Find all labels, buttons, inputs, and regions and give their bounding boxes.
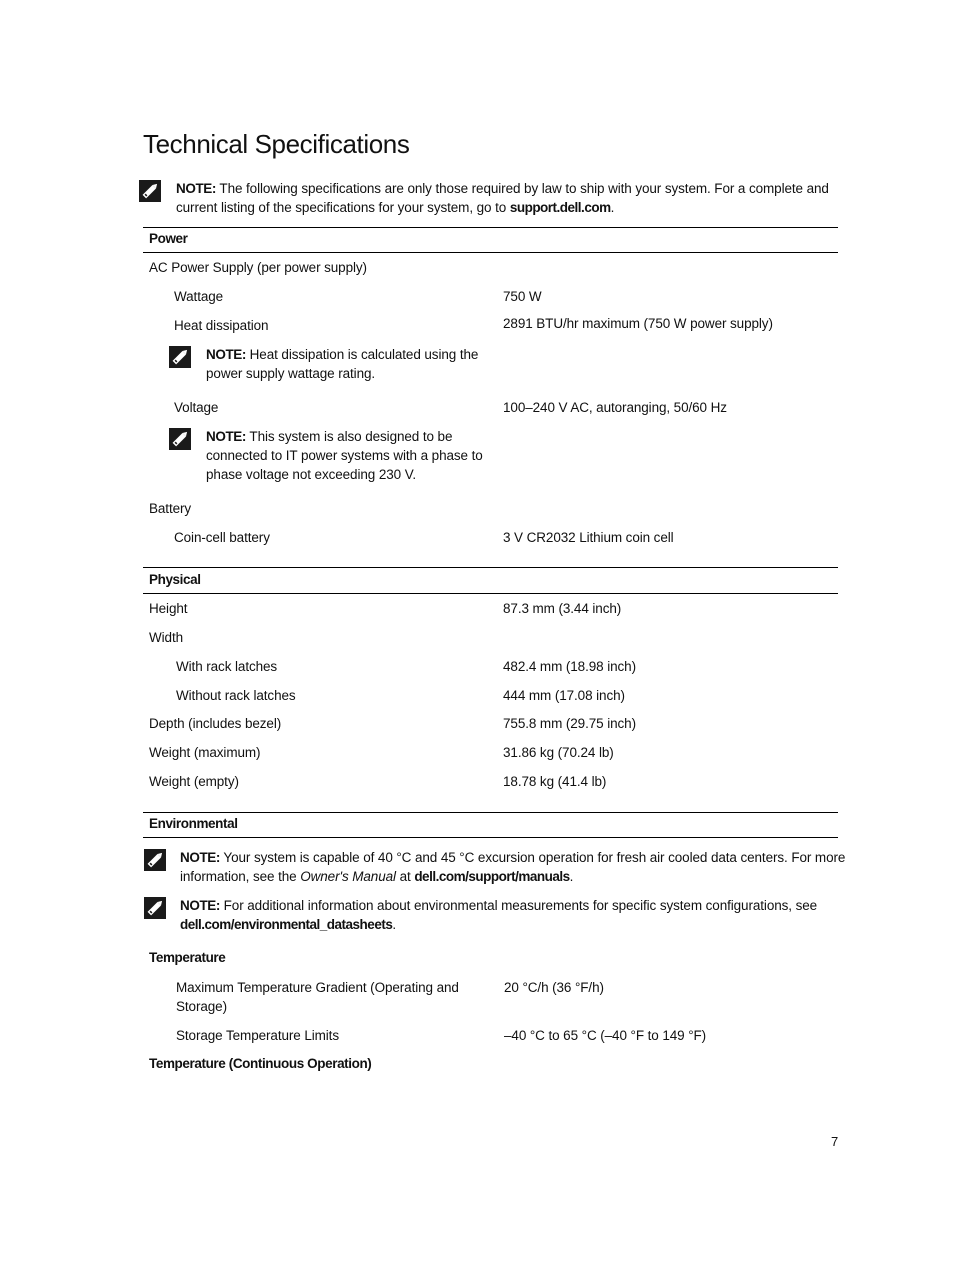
with-rack-latches-value: 482.4 mm (18.98 inch) <box>503 659 636 674</box>
intro-note-line1: The following specifications are only those required by law to ship with your system. For a complete and <box>219 181 829 196</box>
weight-max-label: Weight (maximum) <box>149 745 261 760</box>
storage-temp-label: Storage Temperature Limits <box>176 1028 339 1043</box>
depth-label: Depth (includes bezel) <box>149 716 282 731</box>
weight-empty-label: Weight (empty) <box>149 774 239 789</box>
gradient-value: 20 °C/h (36 °F/h) <box>504 980 604 995</box>
page-number: 7 <box>831 1134 839 1149</box>
physical-bottom-rule <box>143 593 838 594</box>
datasheets-note: NOTE: For additional information about environmental measurements for specific system configurations, see dell.com/environmental_datasheets. <box>180 898 818 932</box>
intro-note-line2: current listing of the specifications for your system, go to <box>176 200 510 215</box>
without-rack-latches-label: Without rack latches <box>176 688 296 703</box>
excursion-note: NOTE: Your system is capable of 40 °C and 45 °C excursion operation for fresh air cooled data centers. For more information, see the Owner's Manual at dell.com/support/manuals. <box>180 850 846 884</box>
height-label: Height <box>149 601 188 616</box>
power-heading: Power <box>149 231 188 246</box>
note-pencil-icon <box>139 180 161 202</box>
height-value: 87.3 mm (3.44 inch) <box>503 601 622 616</box>
heat-note: NOTE: Heat dissipation is calculated using the power supply wattage rating. <box>206 347 479 381</box>
environmental-heading: Environmental <box>149 816 238 831</box>
wattage-label: Wattage <box>174 289 224 304</box>
environmental-top-rule <box>143 812 838 813</box>
battery-label: Battery <box>149 501 192 516</box>
note-pencil-icon <box>169 346 191 368</box>
support-link[interactable]: support.dell.com <box>509 200 611 215</box>
voltage-note: NOTE: This system is also designed to be connected to IT power systems with a phase to phase voltage not exceeding 230 V. <box>206 429 483 482</box>
note-pencil-icon <box>144 897 166 919</box>
width-label: Width <box>149 630 184 645</box>
power-top-rule <box>143 227 838 228</box>
wattage-value: 750 W <box>503 289 542 304</box>
physical-top-rule <box>143 567 838 568</box>
weight-empty-value: 18.78 kg (41.4 lb) <box>503 774 607 789</box>
environmental-bottom-rule <box>143 837 838 838</box>
datasheets-link[interactable]: dell.com/environmental_datasheets <box>180 917 393 932</box>
physical-heading: Physical <box>149 572 201 587</box>
without-rack-latches-value: 444 mm (17.08 inch) <box>503 688 625 703</box>
temperature-heading: Temperature <box>149 950 226 965</box>
voltage-label: Voltage <box>174 400 219 415</box>
intro-note: NOTE: The following specifications are only those required by law to ship with your system. For a complete and current listing of the specifications for your system, go to support.dell.com. <box>176 181 829 215</box>
page-title: Technical Specifications <box>143 129 410 159</box>
heat-dissipation-label: Heat dissipation <box>174 318 269 333</box>
ac-power-supply-label: AC Power Supply (per power supply) <box>149 260 367 275</box>
coin-cell-label: Coin-cell battery <box>174 530 270 545</box>
coin-cell-value: 3 V CR2032 Lithium coin cell <box>503 530 674 545</box>
continuous-operation-heading: Temperature (Continuous Operation) <box>149 1056 372 1071</box>
manuals-link[interactable]: dell.com/support/manuals <box>414 869 570 884</box>
storage-temp-value: –40 °C to 65 °C (–40 °F to 149 °F) <box>504 1028 707 1043</box>
weight-max-value: 31.86 kg (70.24 lb) <box>503 745 614 760</box>
voltage-value: 100–240 V AC, autoranging, 50/60 Hz <box>503 400 727 415</box>
note-pencil-icon <box>169 428 191 450</box>
heat-dissipation-value: 2891 BTU/hr maximum (750 W power supply) <box>503 316 773 331</box>
gradient-label: Maximum Temperature Gradient (Operating and Storage) <box>176 980 459 1014</box>
note-label: NOTE: <box>176 181 216 196</box>
depth-value: 755.8 mm (29.75 inch) <box>503 716 636 731</box>
with-rack-latches-label: With rack latches <box>176 659 278 674</box>
power-bottom-rule <box>143 252 838 253</box>
note-pencil-icon <box>144 849 166 871</box>
owners-manual-title: Owner's Manual <box>300 869 396 884</box>
